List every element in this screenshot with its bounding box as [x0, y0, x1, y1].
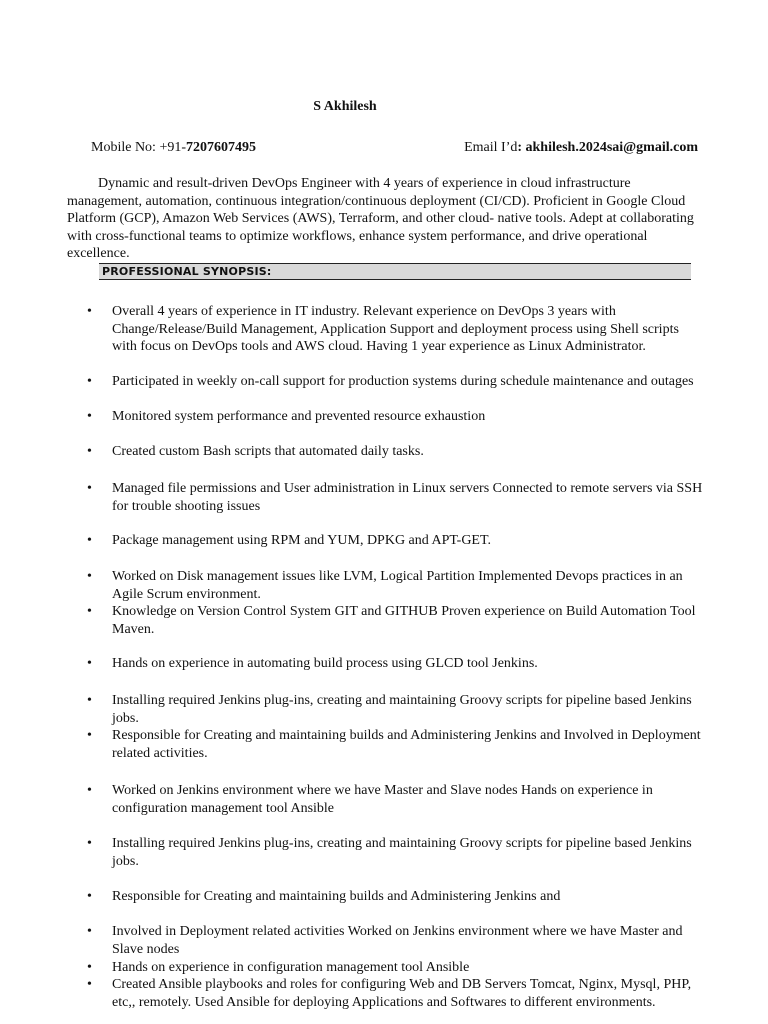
mobile-number: 7207607495	[186, 140, 256, 155]
mobile-contact	[91, 139, 256, 157]
list-item: • Hands on experience in configuration management tool Ansible	[112, 959, 704, 977]
list-item: • Worked on Disk management issues like LVM, Logical Partition Implemented Devops practices in an Agile Scrum environment.	[112, 568, 704, 603]
list-item: • Installing required Jenkins plug-ins, creating and maintaining Groovy scripts for pipeline based Jenkins jobs.	[112, 835, 704, 870]
list-item: • Participated in weekly on-call support for production systems during schedule maintenance and outages	[112, 373, 704, 391]
list-item: • Responsible for Creating and maintaining builds and Administering Jenkins and Involved in Deployment related activities.	[112, 727, 704, 762]
list-item: • Responsible for Creating and maintaining builds and Administering Jenkins and	[112, 888, 704, 906]
list-item: • Installing required Jenkins plug-ins, creating and maintaining Groovy scripts for pipeline based Jenkins jobs.	[112, 692, 704, 727]
email-value: : akhilesh.2024sai@gmail.com	[517, 140, 698, 155]
section-header	[99, 263, 691, 280]
list-item: • Created custom Bash scripts that automated daily tasks.	[112, 443, 704, 461]
list-item: • Monitored system performance and prevented resource exhaustion	[112, 408, 704, 426]
list-item: • Worked on Jenkins environment where we have Master and Slave nodes Hands on experience in configuration management tool Ansible	[112, 782, 704, 817]
mobile-label: Mobile No: +91-	[91, 140, 186, 155]
email-contact	[464, 139, 698, 157]
candidate-name: S Akhilesh	[313, 99, 377, 114]
list-item: • Managed file permissions and User administration in Linux servers Connected to remote servers via SSH for trouble shooting issues	[112, 480, 704, 515]
list-item: • Created Ansible playbooks and roles for configuring Web and DB Servers Tomcat, Nginx, Mysql, PHP, etc,, remotely. Used Ansible for deploying Applications and Softwares to different environments.	[112, 976, 704, 1011]
list-item: • Involved in Deployment related activities Worked on Jenkins environment where we have Master and Slave nodes	[112, 923, 704, 958]
professional-summary: Dynamic and result-driven DevOps Engineer with 4 years of experience in cloud infrastructure management, automation, continuous integration/continuous deployment (CI/CD). Proficient in Google Cloud Platform (GCP), Amazon Web Services (AWS), Terraform, and other cloud- native tools. Adept at collaborating with cross-functional teams to optimize workflows, enhance system performance, and drive operational excellence.	[67, 176, 694, 261]
list-item: • Overall 4 years of experience in IT industry. Relevant experience on DevOps 3 years with Change/Release/Build Management, Application Support and deployment process using Shell scripts with focus on DevOps tools and AWS cloud. Having 1 year experience as Linux Administrator.	[112, 303, 704, 356]
email-label: Email I’d	[464, 140, 518, 155]
list-item: • Package management using RPM and YUM, DPKG and APT-GET.	[112, 532, 704, 550]
list-item: • Knowledge on Version Control System GIT and GITHUB Proven experience on Build Automation Tool Maven.	[112, 603, 704, 638]
section-title: PROFESSIONAL SYNOPSIS:	[102, 265, 272, 278]
list-item: • Hands on experience in automating build process using GLCD tool Jenkins.	[112, 655, 704, 673]
